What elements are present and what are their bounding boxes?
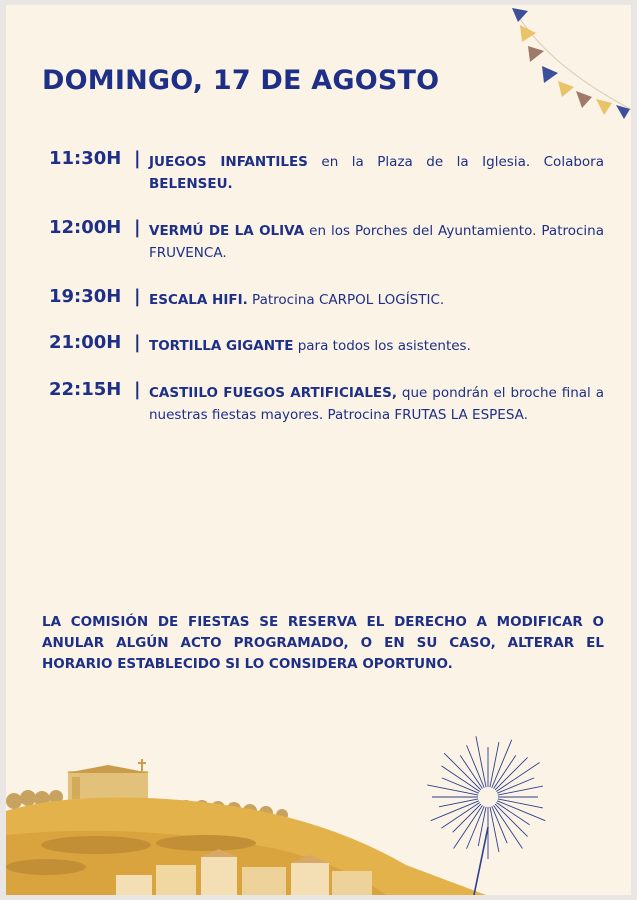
event-separator: | [134,217,141,238]
event-description [149,335,604,357]
bunting-flags [506,5,631,125]
program-page [6,5,631,895]
event-time: 12:00H [49,217,122,238]
event-time: 11:30H [49,148,122,169]
event-name: CASTIILO FUEGOS ARTIFICIALES, [149,385,398,401]
event-name: TORTILLA GIGANTE [149,338,294,354]
event-text: Patrocina CARPOL LOGÍSTIC. [247,292,445,308]
event-separator: | [134,148,141,169]
event-time: 21:00H [49,332,122,353]
event-text: que pondrán el broche final a nuestras fiestas mayores. Patrocina FRUTAS LA ESPESA. [149,385,604,423]
page-title: DOMINGO, 17 DE AGOSTO [42,65,440,96]
disclaimer-notice: LA COMISIÓN DE FIESTAS SE RESERVA EL DERECHO A MODIFICAR O ANULAR ALGÚN ACTO PROGRAMADO, O EN SU CASO, ALTERAR EL HORARIO ESTABLECIDO SI LO CONSIDERA OPORTUNO. [42,614,604,672]
event-sponsor: BELENSEU. [149,176,233,192]
event-time: 19:30H [49,286,122,307]
event-description [149,382,604,426]
event-time: 22:15H [49,379,122,400]
event-name: VERMÚ DE LA OLIVA [149,223,305,239]
event-separator: | [134,332,141,353]
event-description [149,151,604,195]
event-separator: | [134,379,141,400]
event-name: JUEGOS INFANTILES [149,154,308,170]
event-text: en la Plaza de la Iglesia. Colabora [307,154,604,170]
firework-burst [426,735,566,895]
event-text: en los Porches del Ayuntamiento. Patrocina FRUVENCA. [149,223,604,261]
event-name: ESCALA HIFI. [149,292,248,308]
event-description [149,289,604,311]
event-description [149,220,604,264]
event-text: para todos los asistentes. [293,338,471,354]
event-separator: | [134,286,141,307]
